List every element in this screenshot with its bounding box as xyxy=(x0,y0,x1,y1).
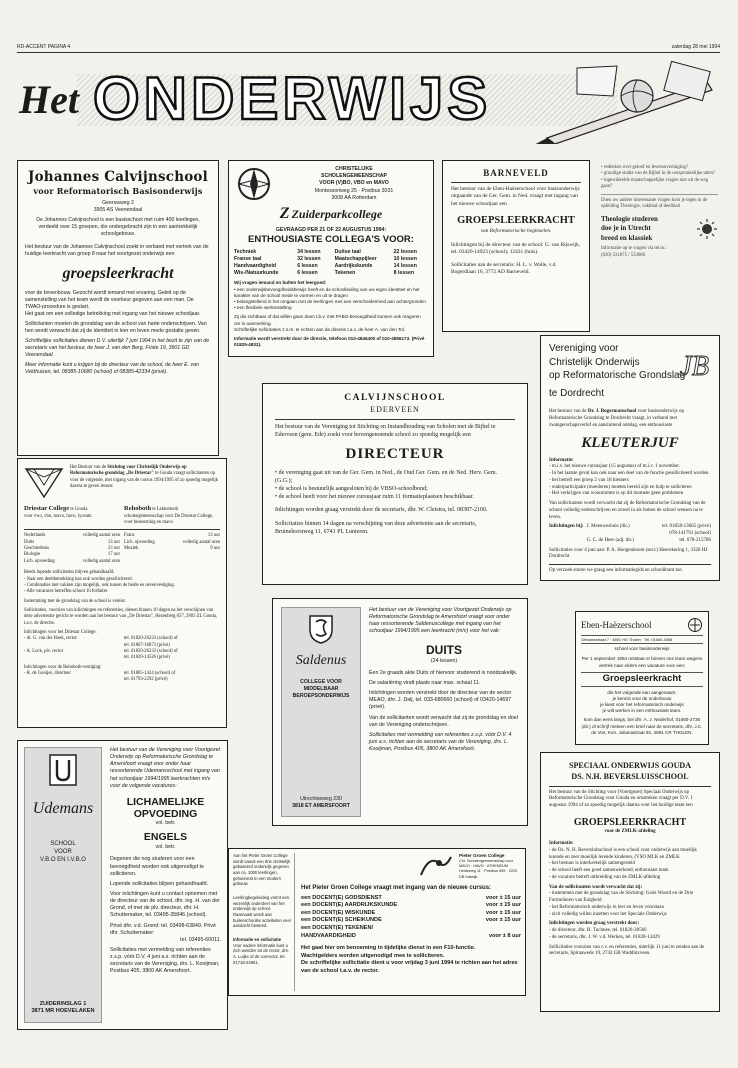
apply-text: Sollicitaties voor 4 juni aan: P. A. Hoogenboom (secr.) Heerokering 1, 3328 HJ Dordrecht xyxy=(549,547,708,560)
subject-hours: 6 lessen xyxy=(297,263,318,270)
list-item: • de school heeft voor het nieuwe cursusjaar ruim 11 formatieplaatsen beschikbaar. xyxy=(275,493,515,501)
subject-hours: 8 lessen xyxy=(393,270,415,277)
lessons-table xyxy=(124,533,220,565)
position-title: KLEUTERJUF xyxy=(581,435,679,452)
school-name: Rehoboth xyxy=(124,505,152,512)
body-text: Een 2e graads akte Duits of hiervoor studerend is noodzakelijk. xyxy=(369,669,518,676)
list-item: - de vacature betreft uitbreiding van de ZMLK-afdeling xyxy=(549,875,711,882)
role-hours: voor ± 15 uur xyxy=(485,894,521,901)
subject-hours: 13 uur xyxy=(107,539,120,545)
list-item: • een flexibele werkinstelling xyxy=(234,305,428,311)
contact-name xyxy=(24,677,120,683)
list-item: - de secretaris, dhr. J. W. v.d. Werken, tel. 01828-13429 xyxy=(549,935,711,942)
school-type: MIDDELBAAR xyxy=(303,685,339,692)
page-header-left: RD-ACCENT PAGINA 4 xyxy=(17,44,71,50)
subject-hours: 23 uur xyxy=(107,546,120,552)
role-hours: voor ± 15 uur xyxy=(485,902,521,909)
subject-hours: volledig aantal uren xyxy=(82,558,120,564)
monogram-logo: JB xyxy=(679,351,709,382)
body-text: Degenen die nog studeren voor een bevoegdheid worden ook uitgenodigd te solliciteren. xyxy=(110,856,204,877)
contact-phone: tel. 01820-14526 (privé) xyxy=(124,655,170,661)
school-place: EDERVEEN xyxy=(370,404,420,414)
role-name: een DOCENT(E) GODSDIENST xyxy=(301,894,382,901)
headline: Het Pieter Groen College vraagt met ingang van de nieuwe cursus: xyxy=(301,884,492,891)
subject-name: Duits xyxy=(24,539,35,545)
list-item: - de school heeft een goed samenwerkend, enthousiast team xyxy=(549,868,711,875)
position-title: DIRECTEUR xyxy=(345,445,445,462)
role-name: een DOCENT(E) SCHEIKUNDE xyxy=(301,917,382,924)
info-text: Inlichtingen bij de directeur van de school: G. van Rijswijk, tel. 03420-14923 (school); 12431 (huis). xyxy=(451,241,581,255)
address-line: Utrechtseweg 230 xyxy=(300,795,342,802)
contacts-list xyxy=(549,928,711,942)
intro-part: te Gouda vraagt sollicitanten op voor de volgende, met ingang van de cursus 1994/1995 of zo spoedig mogelijk daarna te geven lessen: xyxy=(70,471,219,490)
role-hours: voor ± 15 uur xyxy=(485,917,521,924)
intro-text: Het bestuur van de Vereniging voor Voortgezet Onderwijs op Reformatorische Grondslag te Amersfoort vraagt voor onder haar ressorterende Udemansschool met ingang van het schooljaar 1994/1995 leerkrachten m/v voor de volgende vacatures: xyxy=(110,747,221,789)
pieter-groen-logo-icon xyxy=(419,853,453,877)
info-text: Informatie wordt verstrekt door de directie, telefoon 010-4846400 of 010-4856173. (Privé 01825-4832). xyxy=(234,335,425,348)
school-type: SCHOOL xyxy=(50,840,76,847)
list-item: • redenken over geloof en levensovertuiging? xyxy=(601,165,718,171)
address-line: ZUIDERINSLAG 1 xyxy=(39,1000,87,1007)
question-text: Doen uw andere interessante vragen kom je tegen in de opleiding Theologie, vakblad of deelblad xyxy=(601,197,708,210)
body-text: Sollicitaties met vermelding van referenties z.s.p. vóór D.V. 4 juni a.s. richten aan de secretaris van de Vereniging, drs. L. Kooijman, Postbus 405, 3800 AK Amersfoort. xyxy=(110,946,220,975)
school-type: SCHOLENGEMEENSCHAP xyxy=(320,173,387,180)
info-label: Informatie: xyxy=(549,457,574,463)
list-item: - Het verkrijgen van woonruimte is op dit moment geen problemen xyxy=(549,491,711,498)
list-item: - Combinaties met vakken zijn mogelijk, ook tussen de beide en nevenvestiging. xyxy=(24,583,220,589)
school-desc: scholengemeenschap voor De Driestar College, voor beseorming en mavo xyxy=(124,513,214,526)
position-title: Groepsleerkracht xyxy=(581,672,703,687)
contact-phone: tel. 01820-26233 (school) of xyxy=(124,636,178,642)
subject-name: Biologie xyxy=(24,552,41,558)
subject-name: Tekenen xyxy=(334,270,356,277)
note-text: Reeds lopende sollicitaties blijven gehandhaafd. xyxy=(24,570,115,576)
org-title: te Dordrecht xyxy=(549,387,605,399)
body-text: Privé dhr. v.d. Grond: tel. 03498-63849. Privé dhr. Schuttemaker: xyxy=(110,922,216,936)
subject-name: Aardrijkskunde xyxy=(334,263,373,270)
list-item: - Alle vacatures betreffen school 10 forfaites xyxy=(24,589,220,595)
list-item: - instemmen met de grondslag van de Stichting: Gods Woord en de Drie Formulieren van Enigheid xyxy=(549,891,711,905)
list-item: - de Ds. N. H. Beverslulsschool is een school voor onderwijs aan moeilijk lerende en zeer moeilijk lerende kinderen, (VSO MLK en ZMLK xyxy=(549,848,711,862)
school-title: CALVIJNSCHOOL xyxy=(344,393,446,403)
subject-name: Handvaardigheid xyxy=(234,263,277,270)
contact-name: J. Meeuwesbuis (dir.) xyxy=(586,524,630,530)
headline: Theologie studeren xyxy=(601,214,658,223)
address-line: 3818 ET AMERSFOORT xyxy=(292,802,350,809)
subject-name: Nederlands xyxy=(24,533,46,539)
headline: breed en klassiek xyxy=(601,233,653,242)
ad-calvijnschool-ederveen xyxy=(262,383,528,585)
ad-title: DS. N.H. BEVERSLUISSCHOOL xyxy=(571,771,689,781)
saldenus-logo-panel xyxy=(281,607,361,817)
info-text: kom dan eens langs, bel dhr. A. J. Nederhof, 01660-2735 (dir.) of schrijf meteen een brief naar de secretaris, dhr. J.C. de Vos, Kon. Julianastraat 92, 4691 CR THOLEN. xyxy=(581,717,703,735)
note-text: Wachtgelders worden uitgenodigd mee te solliciteren. xyxy=(301,952,445,959)
expect-label: Van de sollicitanten wordt verwacht dat zij: xyxy=(549,884,643,890)
crest-icon xyxy=(308,614,334,644)
body-text: Het gaat om een volledige betrekking met ingang van het nieuwe schooljaar. xyxy=(25,310,201,317)
contact-phone: tel. 01820-26233 (school) of xyxy=(124,648,178,654)
note-text: Van sollicitanten wordt verwacht dat zij de Reformatorische Grondslag van de school volledig onderschrijven en zowel in als buiten de school wensen na te leven. xyxy=(549,501,706,520)
logo-name: Pieter Groen College xyxy=(459,853,505,858)
contacts-label: Inlichtingen bij: xyxy=(549,524,584,530)
position-sub: vol. betr. xyxy=(155,844,176,851)
list-item: • grondige studie van de Bijbel in de oorspronkelijke talen? xyxy=(601,171,718,177)
masthead-title: ONDERWIJS xyxy=(93,65,492,132)
ad-gouda-beverslui xyxy=(540,752,720,1012)
note-text: Zij die zichtbaar of dat willen gaan doen t.b.v. met PABO-bevoegdheid kunnen ook reageren om in aanmerking. xyxy=(234,314,421,326)
position-sub: voor de ZMLK-afdeling xyxy=(604,829,656,835)
driestar-logo-icon xyxy=(24,465,64,499)
subject-hours: 6 lessen xyxy=(297,270,318,277)
org-title: op Reformatorische Grondslag xyxy=(549,370,686,381)
subject-hours: 17 uur xyxy=(107,552,120,558)
school-place: te Lekkerkerk xyxy=(152,507,179,512)
body-text: Sollicitanten moeten de grondslag van de school van harte onderschrijven. Van hen wordt verwacht dat zij de identiteit in leer en leven mede gestalte geven. xyxy=(25,320,207,334)
position-title: GROEPSLEERKRACHT xyxy=(457,215,575,227)
list-item: • de vereniging gaat uit van de Ger. Gem. in Ned., de Oud Ger. Gem. en de Ned. Herv. Gem. (G.G.); xyxy=(275,469,515,485)
contact-phone: tel. 078-215786 xyxy=(679,537,711,543)
org-title: Vereniging voor xyxy=(549,343,619,354)
position-sub: vol. betr. xyxy=(155,819,176,826)
body-text: Voor inlichtingen kunt u contact opnemen met de directeur van de school, dhr. ing. H. van der Grond, of met de plv. directeur, dhr. H. Schuttemaker, tel. 03495-35846 (school). xyxy=(110,890,220,919)
ad-calvijnschool-veenendaal xyxy=(17,160,219,456)
list-item: • ingewikkelde maatschappelijke vragen niet uit de weg gaan? xyxy=(601,178,718,191)
address-line: Geerswweg 2 xyxy=(102,200,134,207)
list-item: • een onderwijsbevoegdheidsbewijs heeft en de schoolleiding van uw eigen identiteit en het karakter van de school mede te vormen en uit te dragen xyxy=(234,287,428,299)
apply-text: Sollicitaties, voorzien van inlichtingen en referenties, dienen binnen 10 dagen na het verschijnen van deze advertentie gericht te worden aan het bestuur van „De Driestar", Hezenberg 657, 2803 ZL Gouda, t.a.v. de directie. xyxy=(24,607,217,626)
info-list xyxy=(549,464,711,498)
subject-name: Duitse taal xyxy=(334,249,361,256)
body-text: Inlichtingen worden verstrekt door de directeur van de sector MEAO, dhr. J. Dalj, tel. 033-680660 (school) of 03420-14697 (privé). xyxy=(369,690,512,711)
intro-part: Het Bestuur van de xyxy=(70,465,107,470)
position-title: groepsleerkracht xyxy=(62,265,174,283)
compass-logo-icon xyxy=(234,166,274,202)
address-line: Gebaarsstraat 7 · 4691 HG Tholen · Tel. 01660-3068 xyxy=(581,635,703,644)
subject-hours: 9 uur xyxy=(210,546,220,552)
headline: ENTHOUSIASTE COLLEGA'S VOOR: xyxy=(248,233,414,245)
info-label: Inlichtingen voor de Rehoboth-vestiging: xyxy=(24,664,102,670)
role-hours: voor ± 15 uur xyxy=(485,909,521,916)
school-name: Driestar College xyxy=(24,505,70,512)
list-item: je kennis voor de onderbouw xyxy=(612,695,672,701)
lessons-count: (24 lessen) xyxy=(430,657,458,664)
org-title: Christelijk Onderwijs xyxy=(549,356,640,368)
logo-initial: Z xyxy=(279,205,290,222)
contact-phone: tel. 01807-16873 (privé) xyxy=(124,642,170,648)
intro-text: Het bestuur van de Vereniging tot Stichting en Instandhouding van Scholen met de Bijbel te Ederveen (gem. Ede) zoekt voor bovengenoemde school zo spoedig mogelijk een xyxy=(275,423,496,438)
intro-text xyxy=(549,409,711,429)
contact-phone: tel. 01858-13665 (privé) xyxy=(661,524,711,530)
body-text: Schriftelijke sollicitaties dienen D.V. uiterlijk 7 juni 1994 in het bezit te zijn van de secretaris van het bestuur, de heer J. van den Berg, Friste 19, 3901 GD Veenendaal. xyxy=(25,337,210,358)
page-header-right: zaterdag 28 mei 1994 xyxy=(671,44,720,50)
side-text: Voor nadere informatie kunt u zich wenden tot de rector, drs. A. Luijkx of de conrector, tel. 01718-24551. xyxy=(233,942,289,965)
headline: doe je in Utrecht xyxy=(601,224,651,233)
ad-theologie xyxy=(599,160,720,300)
contact-name xyxy=(24,655,120,661)
contact-name: G. C. de Heer (adj. dir.) xyxy=(586,537,634,543)
contact-phone: (030) 531875 / 533680 xyxy=(601,252,646,258)
ad-eben-haezer-tholen xyxy=(575,611,709,745)
list-item: - het betreft een groep 2 van 18 kleuters xyxy=(549,478,711,485)
role-name: een DOCENT(E) WISKUNDE xyxy=(301,909,376,916)
ad-title: BARNEVELD xyxy=(483,168,549,178)
school-logo-text: Udemans xyxy=(32,800,94,817)
list-item: - ouderparticipatie (moederen) moeten bereid zijn en hulp te sollicteren xyxy=(549,485,711,492)
masthead xyxy=(17,56,720,144)
school-name: Eben-Haëzerschool xyxy=(581,619,652,630)
position-title: GROEPSLEERKRACHT xyxy=(573,816,687,828)
school-type: BEROEPSONDERWIJS xyxy=(292,692,350,699)
list-item: - m.i.v. het nieuwe cursusjaar (15 augustus) of m.i.v. 1 november. xyxy=(549,464,711,471)
subjects-table xyxy=(234,249,428,277)
list-item: • belangstellend in het omgaan met de leerlingen met een verscheidenheid aan achtergronden xyxy=(234,299,428,305)
subject-name: Franse taal xyxy=(234,256,262,263)
role-name: een DOCENT(E) TEKENEN/ HANDVAARDIGHEID xyxy=(301,924,374,939)
school-logo-text: Saldenus xyxy=(295,653,347,668)
list-item: die het volgende kan aangenaam: xyxy=(607,689,677,695)
school-name: Dr. J. Bogermanschool xyxy=(587,409,637,414)
ad-saldenus xyxy=(272,598,528,826)
contact-phone: 078-141791 (school) xyxy=(669,531,711,536)
ad-barneveld xyxy=(442,160,590,332)
intro-text: Per 1 september 1994 ontstaat er binnen ons team wegens vertrek naar elders een vacature voor een: xyxy=(581,656,703,668)
list-item: je wilt werken in een enthousiast team. xyxy=(602,708,682,714)
contact-phone: tel. 01793-2292 (privé) xyxy=(124,677,168,683)
contact-phone: tel. 01805-1424 (school) of xyxy=(124,670,176,676)
subject-hours: volledig aantal uren xyxy=(182,539,220,545)
list-item: - Naar een deeltbetrekking kan ook worden gesolliciteerd. xyxy=(24,577,220,583)
list-item: • de school is bestuurlijk aangesloten bij de VBSO-schoolbond; xyxy=(275,485,515,493)
globe-icon xyxy=(621,80,653,112)
intro-part: Het bestuur van de xyxy=(549,409,587,414)
question-list xyxy=(601,165,718,191)
subject-name: Lich. opvoeding xyxy=(24,558,55,564)
note-list xyxy=(24,577,220,596)
school-type: VOOR xyxy=(54,848,72,855)
header-rule xyxy=(17,52,720,53)
contact-name: - R. de Gooijer, directeur xyxy=(24,670,71,676)
contact-name: - A. Lock, plv. rector xyxy=(24,648,64,654)
school-type: CHRISTELIJKE xyxy=(335,166,373,173)
asked-line: GEVRAAGD PER 21 OF 22 AUGUSTUS 1994: xyxy=(275,226,387,233)
vacancy-text: Het bestuur van de Johannes Calvijnschool zoekt in verband met vertrek van de huidige leerkracht van groep 8 naar het voortgezet onderwijs een xyxy=(25,244,209,258)
address-line: 3871 MR HOEVELAKEN xyxy=(31,1008,95,1015)
apply-text: Sollicitaties voorzien van c.v. en referenties, uiterlijk 11 juni te zenden aan de secretaris, Spiraawede 19, 2742 GB Waddinxveen. xyxy=(549,944,705,957)
contacts-table xyxy=(24,636,220,661)
subject-name: Techniek xyxy=(234,249,257,256)
body-text: voor de bovenbouw. Gezocht wordt iemand met ervaring. Geleit op de samenstelling van het team wordt de voorkeur gegeven aan een man. De TWAO-procedure is gestart. xyxy=(25,289,194,310)
school-type: VOOR (V)BO, VBO en MAVO xyxy=(319,180,389,187)
body-text: Meer informatie kunt u krijgen bij de directeur van de school, de heer E. van Veldhuizen, tel. 08385-10680 (school) of 08385-42334 (privé). xyxy=(25,361,199,375)
requirements-list xyxy=(234,287,428,312)
requirements-label: Wij vragen iemand en bulten het leergoed: xyxy=(234,280,327,286)
list-item: - zich volledig willen inzetten voor het Speciale Onderwijs xyxy=(549,912,711,919)
contact-text: Informatie op te vragen via tel.nr.: xyxy=(601,246,667,252)
note-text: De schriftelijke sollicitatie dient u voor vrijdag 3 juni 1994 te richten aan het adres van de school t.a.v. de rector. xyxy=(301,960,518,974)
logo-sub: Chr. Scholengemeenschap voor MAVO · HAVO · ATHENEUM xyxy=(459,859,514,869)
foundation-name: Stichting voor Christelijk Onderwijs op Reformatorische grondslag „De Driestar" xyxy=(70,465,187,477)
school-desc: voor vwo, vbo, mavo, havo, lyceum xyxy=(24,513,92,519)
school-type: V.B.O EN I.V.B.O xyxy=(40,856,86,863)
list-item: - het Reformatorisch onderwijs in leer en leven voorstaan xyxy=(549,905,711,912)
sun-emblem-icon xyxy=(696,218,718,240)
subject-name: Muziek xyxy=(124,546,139,552)
ad-udemans xyxy=(17,740,228,1030)
side-label: Informatie en sollicitatie xyxy=(233,937,281,943)
school-type: COLLEGE VOOR xyxy=(300,678,342,685)
apply-text: Sollicitaties aan de secretaris: H. L. v. Walle, v.d. Bogerdlaan 16, 3772 AD Barneveld. xyxy=(451,262,557,276)
body-text: De salariëring vindt plaats naar max. schaal 11. xyxy=(369,680,481,687)
masthead-het: Het xyxy=(19,77,79,122)
school-subtitle: voor Reformatorisch Basisonderwijs xyxy=(33,186,203,197)
info-text: Inlichtingen worden graag verstrekt door de secretaris, dhr. W. Cleistra, tel. 08387-2100. xyxy=(275,507,488,514)
list-item: - de directeur, dhr. H. Tuchnee, tel. 01820-28566 xyxy=(549,928,711,935)
subject-hours: 13 uur xyxy=(207,533,220,539)
subject-hours: 32 lessen xyxy=(297,256,321,263)
note-text: Het gaat hier om benoeming in tijdelijke dienst in een F10-functie. xyxy=(301,945,476,952)
intro-text: De Johannes Calvijnschool is een basisschool met ruim 400 leerlingen, verdeeld over 15 groepen, die ondergebracht zijn in een aantrekkelijk schoolgebouw. xyxy=(36,217,200,238)
ad-title: SPECIAAL ONDERWIJS GOUDA xyxy=(569,761,691,770)
body-text: Sollicitaties met vermelding van referenties z.s.p. vóór D.V. 4 juni a.s. richten aan de secretaris van de Vereniging, drs. L. Kooijman, Postbus 405, 3800 AK Amersfoort. xyxy=(369,731,512,753)
subject-hours: 34 lessen xyxy=(297,249,321,256)
list-item: - het bestuur is interkerkelijk samengesteld xyxy=(549,861,711,868)
subject-hours: volledig aantal uren xyxy=(82,533,120,539)
subject-hours: 22 lessen xyxy=(393,249,417,256)
list-item: - In het laatste geval kan ook naar een deel van de functie gesolliciteerd worden. xyxy=(549,471,711,478)
position-title: DUITS xyxy=(426,642,462,657)
subject-hours: 10 lessen xyxy=(393,256,417,263)
intro-part: voor basisonderwijs op Reformatorische Grondslag te Dordrecht vraagt, in verband met zwangerschapsverlof en aansluitend ontslag, een enthousiaste xyxy=(549,409,684,428)
side-text: Leerlingbegeleiding vormt een wezenlijk onderdeel van het onderwijs op school. Daarnaast wordt aan buitenschoolse activiteiten veel aandacht besteed. xyxy=(233,895,291,929)
ad-pieter-groen xyxy=(228,848,526,996)
note-text: Schriftelijke sollicitaties z.s.m. te richten aan de directie t.a.v. de heer A. van den Tol. xyxy=(234,326,406,332)
role-name: een DOCENT(E) AARDRIJKSKUNDE xyxy=(301,902,398,909)
roles-table xyxy=(301,895,521,940)
position-sub: van Reformatorische beginselen. xyxy=(480,228,552,235)
info-label: Informatie: xyxy=(549,841,574,847)
position-title: LICHAMELIJKE OPVOEDING xyxy=(126,795,205,820)
contact-name: - dr. G. van der Hoek, rector xyxy=(24,636,77,642)
tagline: school voor basisonderwijs xyxy=(614,646,670,652)
ad-driestar xyxy=(17,458,227,728)
school-emblem-icon xyxy=(687,617,703,633)
school-logo-text: Zuiderparkcollege xyxy=(291,206,383,221)
subject-name: Maatschappijleer xyxy=(334,256,377,263)
apply-text: Sollicitaties binnen 14 dagen na verschijning van deze advertentie aan de secretaris, Bruinehorstweg 11, 6741 PL Lunteren. xyxy=(275,520,477,535)
school-title: Johannes Calvijnschool xyxy=(28,169,208,185)
school-place: te Gouda xyxy=(70,507,88,512)
info-list xyxy=(549,848,711,882)
subject-name: Frans xyxy=(124,533,135,539)
expect-list xyxy=(549,891,711,918)
points-list xyxy=(275,469,515,501)
body-text: Van de sollicitanten wordt verwacht dat zij de grondslag en doel van de Vereniging onderschrijven. xyxy=(369,714,518,728)
body-text: tel. 03495-60011. xyxy=(180,936,221,943)
subject-hours: 14 lessen xyxy=(393,263,417,270)
subject-name: Geschiedenis xyxy=(24,546,49,552)
info-label: Inlichtingen voor het Driestar College: xyxy=(24,629,97,635)
list-item: je kiest voor het reformatorisch onderwijs xyxy=(600,702,684,708)
address-line: Montessoriweg 25 · Postbus 3031 xyxy=(314,187,394,194)
note-text: Instemming met de grondslag van de school is vereist. xyxy=(24,598,126,604)
logo-address: Heideweg 11 · Postbus 555 · 2220 DB Katwijk xyxy=(459,869,518,879)
contacts-table xyxy=(24,671,220,684)
role-hours: voor ± 8 uur xyxy=(489,932,521,939)
intro-text: Het bestuur van de Stichting voor (Voortgezet) Speciaal Onderwijs op Reformatorische Grondslag voor Gouda en omstreken vraagt per D.V. 1 augustus 1994 of zo spoedig mogelijk daarna voor het huidige team een xyxy=(549,789,693,809)
address-line: 3905 AS Veenendaal xyxy=(93,207,143,214)
intro-text: Het bestuur van de Eben-Haëzerschool voor basisonderwijs uitgaande van de Ger. Gem. in Ned. vraagt met ingang van het nieuwe schooljaar een xyxy=(451,186,580,207)
intro-text: Het bestuur van de Vereniging voor Voortgezet Onderwijs op Reformatorische Grondslag te Amersfoort vraagt voor onder haar ressorterende Saldenuscollege met ingang van het schooljaar 1994/1995 een leerkracht (m/v) voor het vak: xyxy=(369,607,512,635)
udemans-logo-panel xyxy=(24,747,102,1023)
position-title: ENGELS xyxy=(143,831,188,844)
ad-zuiderparkcollege xyxy=(228,160,434,357)
ad-vereniging-dordrecht xyxy=(540,335,720,581)
side-text: Aan het Pieter Groen College wordt vanuit een drie christelijk gebaseerd onderwijs gegeven aan ca. 1000 leerlingen, gehuisvest in een modern gebouw. xyxy=(233,853,291,887)
udemans-emblem-icon xyxy=(49,754,77,786)
subject-name: Lich. opvoeding xyxy=(124,539,155,545)
footer-text: Op verzoek sturen we graag een informatiegids en schoolkrant toe. xyxy=(549,568,683,573)
address-line: 3008 AA Rotterdam xyxy=(331,194,377,201)
lessons-table xyxy=(24,533,120,565)
contacts-label: Inlichtingen worden graag verstrekt door: xyxy=(549,921,640,927)
body-text: Lopende sollicitaties blijven gehandhaafd. xyxy=(110,880,209,887)
subject-name: Wis-/Natuurkunde xyxy=(234,270,279,277)
